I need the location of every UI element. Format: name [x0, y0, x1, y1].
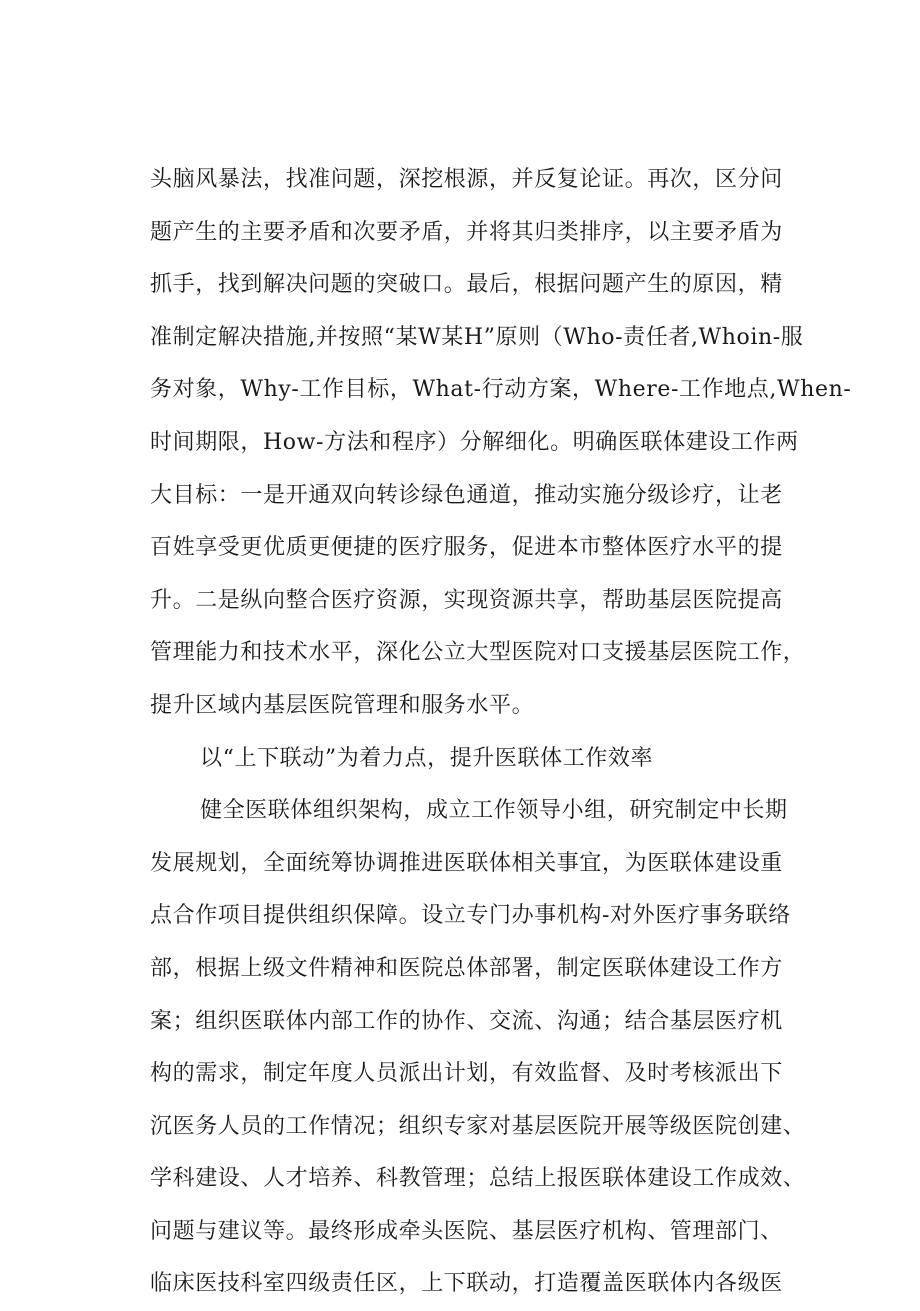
text-line: 健全医联体组织架构，成立工作领导小组，研究制定中长期	[200, 798, 788, 824]
text-line: 升。二是纵向整合医疗资源，实现资源共享，帮助基层医院提高	[150, 587, 783, 613]
section-heading: 以“上下联动”为着力点，提升医联体工作效率	[200, 745, 654, 771]
text-line: 构的需求，制定年度人员派出计划，有效监督、及时考核派出下	[150, 1061, 783, 1087]
document-body	[150, 154, 852, 1311]
text-line: 头脑风暴法，找准问题，深挖根源，并反复论证。再次，区分问	[150, 167, 783, 192]
text-line: 问题与建议等。最终形成牵头医院、基层医疗机构、管理部门、	[150, 1218, 783, 1244]
text-line: 部，根据上级文件精神和医院总体部署，制定医联体建设工作方	[150, 955, 783, 981]
text-line: 大目标：一是开通双向转诊绿色通道，推动实施分级诊疗，让老	[150, 482, 783, 508]
text-line: 务对象，Why-工作目标，What-行动方案，Where-工作地点,When-	[150, 377, 852, 403]
text-line: 百姓享受更优质更便捷的医疗服务，促进本市整体医疗水平的提	[150, 535, 783, 561]
text-line: 案；组织医联体内部工作的协作、交流、沟通；结合基层医疗机	[150, 1008, 783, 1034]
text-line: 学科建设、人才培养、科教管理；总结上报医联体建设工作成效、	[150, 1166, 806, 1192]
text-line: 题产生的主要矛盾和次要矛盾，并将其归类排序，以主要矛盾为	[150, 219, 783, 245]
text-line: 临床医技科室四级责任区，上下联动，打造覆盖医联体内各级医	[150, 1271, 783, 1297]
text-line: 抓手，找到解决问题的突破口。最后，根据问题产生的原因，精	[150, 272, 783, 298]
text-line: 管理能力和技术水平，深化公立大型医院对口支援基层医院工作，	[150, 640, 806, 666]
text-line: 沉医务人员的工作情况；组织专家对基层医院开展等级医院创建、	[150, 1113, 806, 1139]
text-line: 发展规划，全面统筹协调推进医联体相关事宜，为医联体建设重	[150, 850, 783, 876]
text-line: 时间期限，How-方法和程序）分解细化。明确医联体建设工作两	[150, 429, 799, 455]
text-line: 提升区域内基层医院管理和服务水平。	[150, 692, 535, 718]
text-line: 点合作项目提供组织保障。设立专门办事机构-对外医疗事务联络	[150, 903, 791, 929]
text-line: 准制定解决措施,并按照“某W某H”原则（Who-责任者,Whoin-服	[150, 324, 804, 350]
